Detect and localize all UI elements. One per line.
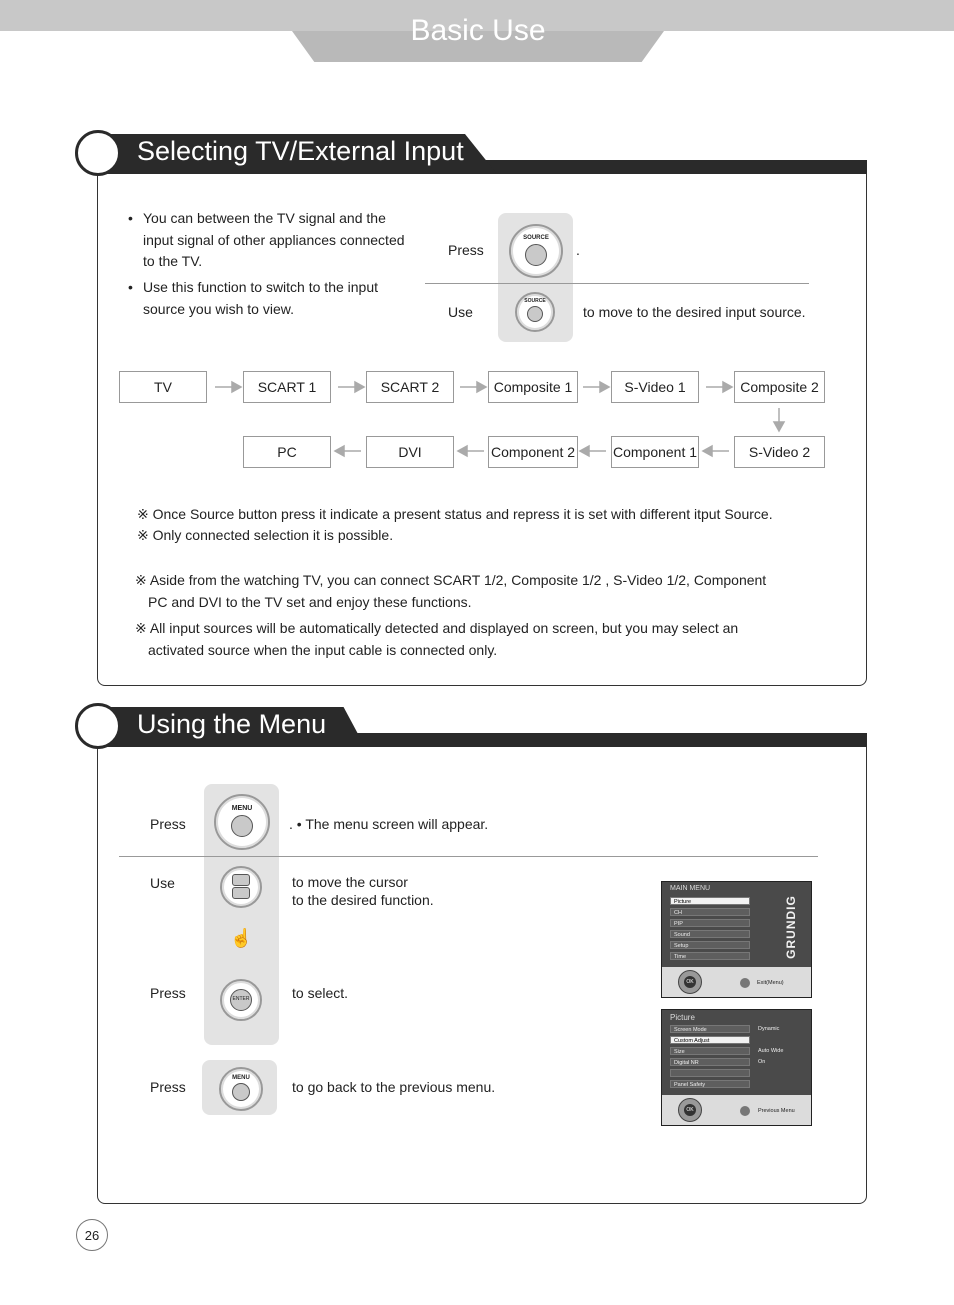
osd2-value: On — [758, 1059, 766, 1065]
osd2-nav-pad — [678, 1098, 702, 1122]
use-text: to move to the desired input source. — [583, 304, 806, 320]
menu-back-button-label: MENU — [232, 1075, 250, 1081]
hand-pointer-icon: ☝ — [230, 928, 253, 948]
osd1-exit-icon — [740, 978, 750, 988]
grundig-logo: GRUNDIG — [784, 895, 799, 959]
note-4-line-1: ※ All input sources will be automatically detected and displayed on screen, but you may select an — [135, 620, 739, 636]
menu-divider — [119, 856, 818, 857]
osd2-ok: OK — [684, 1104, 696, 1116]
up-button[interactable] — [232, 874, 250, 886]
note-4-line-2: activated source when the input cable is connected only. — [148, 641, 498, 658]
enter-button[interactable] — [220, 979, 262, 1021]
flow-node-composite1: Composite 1 — [488, 371, 578, 403]
menu-back-button[interactable] — [219, 1067, 263, 1111]
menu-button-large[interactable] — [214, 794, 270, 850]
arrow-left-icon — [458, 446, 484, 456]
menu-back-button-core — [232, 1083, 250, 1101]
osd-main-menu — [661, 881, 812, 998]
flow-node-scart1: SCART 1 — [243, 371, 331, 403]
menu-button-core — [231, 815, 253, 837]
bullet-1-line-3: to the TV. — [143, 253, 203, 269]
menu-row2-text — [292, 873, 434, 909]
osd2-item — [670, 1069, 750, 1077]
up-down-button[interactable] — [220, 866, 262, 908]
note-4 — [135, 618, 738, 661]
osd1-footer — [662, 967, 811, 997]
flow-arrows — [0, 0, 954, 500]
arrow-right-icon — [338, 382, 364, 392]
osd1-item: Sound — [670, 930, 750, 938]
source-button-small-label: SOURCE — [524, 298, 546, 304]
menu-row4-text: to go back to the previous menu. — [292, 1079, 496, 1095]
section-menu-title: Using the Menu — [137, 709, 327, 739]
press-suffix: . — [576, 242, 580, 258]
menu-button-label: MENU — [231, 805, 253, 812]
bullet-1-line-1: You can between the TV signal and the — [143, 210, 386, 226]
menu-row2-text-line-1: to move the cursor — [292, 874, 408, 890]
osd-picture-menu — [661, 1009, 812, 1126]
arrow-right-icon — [460, 382, 486, 392]
osd2-title: Picture — [670, 1013, 695, 1022]
flow-node-svideo1: S-Video 1 — [611, 371, 699, 403]
menu-row1-text: . • The menu screen will appear. — [289, 816, 489, 832]
arrow-down-icon — [774, 408, 784, 431]
arrow-right-icon — [215, 382, 241, 392]
flow-node-pc: PC — [243, 436, 331, 468]
menu-row2-text-line-2: to the desired function. — [292, 892, 434, 908]
flow-node-composite2: Composite 2 — [734, 371, 825, 403]
osd1-brand-wrap — [776, 890, 806, 964]
osd2-value: Auto Wide — [758, 1048, 784, 1054]
osd1-item: Time — [670, 952, 750, 960]
menu-row3-label: Press — [150, 985, 186, 1001]
note-3 — [135, 570, 766, 613]
bullet-1-line-2: input signal of other appliances connected — [143, 231, 405, 248]
osd2-item: Size — [670, 1047, 750, 1055]
osd2-item: Custom Adjust — [670, 1036, 750, 1044]
arrow-left-icon — [580, 446, 606, 456]
bullet-dot: • — [128, 210, 133, 226]
arrow-left-icon — [335, 446, 361, 456]
use-label: Use — [448, 304, 473, 320]
osd1-ok: OK — [684, 976, 696, 988]
menu-row2-label: Use — [150, 875, 175, 891]
arrow-right-icon — [583, 382, 609, 392]
bullet-2-line-2: source you wish to view. — [143, 300, 294, 317]
osd1-item: Picture — [670, 897, 750, 905]
page-title: Basic Use — [410, 14, 546, 47]
osd2-item: Panel Safety — [670, 1080, 750, 1088]
note-1: ※ Once Source button press it indicate a present status and repress it is set with different itput Source. — [137, 506, 773, 522]
osd2-back-icon — [740, 1106, 750, 1116]
osd2-footer-text: Previous Menu — [758, 1108, 795, 1114]
source-button-label: SOURCE — [523, 235, 549, 241]
osd2-value: Dynamic — [758, 1026, 780, 1032]
arrow-right-icon — [706, 382, 732, 392]
osd1-item: CH — [670, 908, 750, 916]
section-input-title: Selecting TV/External Input — [137, 136, 464, 166]
osd1-title: MAIN MENU — [670, 885, 711, 892]
flow-node-component2: Component 2 — [488, 436, 578, 468]
osd2-item: Screen Mode — [670, 1025, 750, 1033]
bullet-dot: • — [128, 279, 133, 295]
flow-node-svideo2: S-Video 2 — [734, 436, 825, 468]
osd1-nav-pad — [678, 970, 702, 994]
osd1-item: Setup — [670, 941, 750, 949]
flow-node-scart2: SCART 2 — [366, 371, 454, 403]
osd2-item: Digital NR — [670, 1058, 750, 1066]
osd2-footer — [662, 1095, 811, 1125]
osd1-footer-text: Exit(Menu) — [757, 980, 784, 986]
note-2: ※ Only connected selection it is possible. — [137, 527, 394, 543]
page-number: 26 — [76, 1219, 108, 1251]
down-button[interactable] — [232, 887, 250, 899]
bullet-2-line-1: Use this function to switch to the input — [143, 279, 379, 295]
press-label: Press — [448, 242, 484, 258]
arrow-left-icon — [703, 446, 729, 456]
flow-node-tv: TV — [119, 371, 207, 403]
flow-node-dvi: DVI — [366, 436, 454, 468]
menu-row1-label: Press — [150, 816, 186, 832]
section-menu-circle — [75, 703, 121, 749]
flow-node-component1: Component 1 — [611, 436, 699, 468]
enter-button-label: ENTER — [232, 996, 250, 1002]
menu-row3-text: to select. — [292, 985, 349, 1001]
osd1-item: PIP — [670, 919, 750, 927]
menu-row4-label: Press — [150, 1079, 186, 1095]
note-3-line-1: ※ Aside from the watching TV, you can connect SCART 1/2, Composite 1/2 , S-Video 1/2, Component — [135, 572, 767, 588]
note-3-line-2: PC and DVI to the TV set and enjoy these functions. — [148, 593, 472, 610]
